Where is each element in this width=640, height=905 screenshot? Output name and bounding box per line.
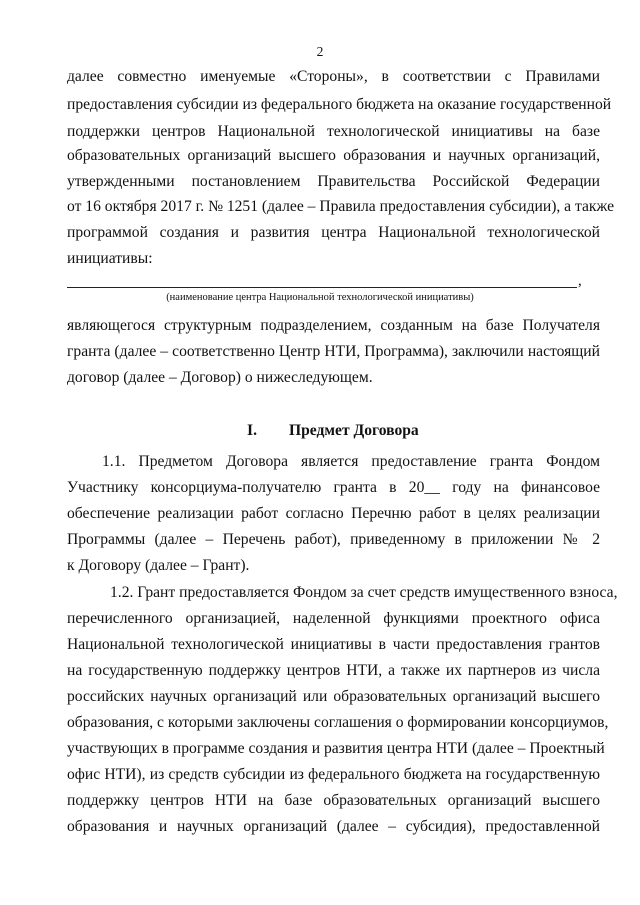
- text-line: утвержденными постановлением Правительства Российской Федерации: [67, 173, 600, 190]
- text-line: 1.2. Грант предоставляется Фондом за счет средств имущественного взноса,: [110, 584, 618, 601]
- text-line: далее совместно именуемые «Стороны», в соответствии с Правилами: [67, 68, 600, 85]
- text-line: являющегося структурным подразделением, созданным на базе Получателя: [67, 317, 600, 334]
- text-line: перечисленного организацией, наделенной функциями проектного офиса: [67, 610, 600, 627]
- text-line: Программы (далее – Перечень работ), приведенному в приложении № 2: [67, 531, 600, 548]
- text-line: 1.1. Предметом Договора является предоставление гранта Фондом: [102, 453, 600, 470]
- text-line: поддержки центров Национальной технологической инициативы на базе: [67, 123, 600, 140]
- blank-line-comma: ,: [578, 273, 582, 289]
- text-line: образования, с которыми заключены соглашения о формировании консорциумов,: [67, 714, 609, 731]
- page-number: 2: [316, 44, 324, 59]
- text-line: обеспечение реализации работ согласно Перечню работ в целях реализации: [67, 505, 600, 522]
- blank-line-caption: (наименование центра Национальной технологической инициативы): [166, 292, 474, 303]
- text-line: программой создания и развития центра Национальной технологической: [67, 224, 600, 241]
- text-line: образования и научных организаций (далее – субсидия), предоставленной: [67, 818, 600, 835]
- text-line: договор (далее – Договор) о нижеследующем.: [67, 369, 373, 386]
- text-line: инициативы:: [67, 250, 153, 267]
- text-line: от 16 октября 2017 г. № 1251 (далее – Правила предоставления субсидии), а также: [67, 198, 614, 215]
- text-line: на государственную поддержку центров НТИ, а также их партнеров из числа: [67, 662, 600, 679]
- text-line: офис НТИ), из средств субсидии из федерального бюджета на государственную: [67, 766, 600, 783]
- fill-in-blank-line: [67, 287, 577, 288]
- text-line: поддержку центров НТИ на базе образовательных организаций высшего: [67, 792, 600, 809]
- section-title: Предмет Договора: [289, 422, 419, 439]
- text-line: Участнику консорциума-получателю гранта в 20__ году на финансовое: [67, 479, 600, 496]
- text-line: образовательных организаций высшего образования и научных организаций,: [67, 147, 600, 164]
- section-number: I.: [247, 422, 257, 439]
- text-line: гранта (далее – соответственно Центр НТИ, Программа), заключили настоящий: [67, 343, 600, 360]
- text-line: к Договору (далее – Грант).: [67, 557, 250, 574]
- text-line: российских научных организаций или образовательных организаций высшего: [67, 688, 600, 705]
- text-line: Национальной технологической инициативы в части предоставления грантов: [67, 636, 600, 653]
- text-line: участвующих в программе создания и развития центра НТИ (далее – Проектный: [67, 740, 605, 757]
- text-line: предоставления субсидии из федерального бюджета на оказание государственной: [67, 96, 612, 113]
